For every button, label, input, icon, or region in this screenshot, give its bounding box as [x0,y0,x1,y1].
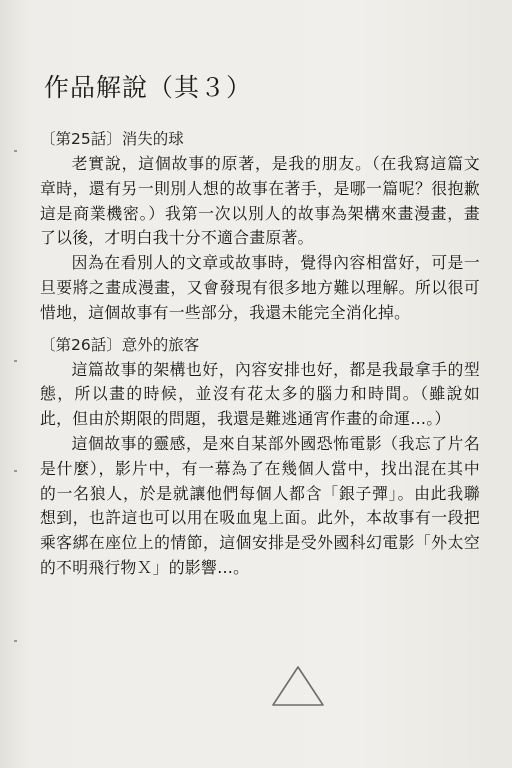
section-episode-25 [40,128,480,326]
page-title: 作品解說（其３） [44,73,253,102]
article-body [40,128,480,581]
paragraph: 這個故事的靈感，是來自某部外國恐怖電影（我忘了片名是什麼），影片中，有一幕為了在幾個人當中，找出混在其中的一名狼人，於是就讓他們每個人都含「銀子彈」。由此我聯想到，也許這也可以用在吸血鬼上面。此外，本故事有一段把乘客綁在座位上的情節，這個安排是受外國科幻電影「外太空的不明飛行物Ｘ」的影響…。 [40,433,480,577]
edge-mark [14,360,17,362]
edge-mark [14,470,17,472]
triangle-end-mark-icon [270,664,326,708]
section-heading: 〔第25話〕消失的球 [40,130,184,148]
paragraph: 老實說，這個故事的原著，是我的朋友。（在我寫這篇文章時，還有另一則別人想的故事在著手，是哪一篇呢？很抱歉這是商業機密。）我第一次以別人的故事為架構來畫漫畫，畫了以後，才明白我十分不適合畫原著。 [40,154,480,248]
section-heading: 〔第26話〕意外的旅客 [40,335,200,354]
section-episode-26 [40,334,480,581]
paragraph: 這篇故事的架構也好，內容安排也好，都是我最拿手的型態，所以畫的時候，並沒有花太多的腦力和時間。（雖說如此，但由於期限的問題，我還是難逃通宵作畫的命運…。） [40,359,480,429]
edge-mark [14,640,17,642]
edge-mark [14,150,17,152]
paragraph: 因為在看別人的文章或故事時，覺得內容相當好，可是一旦要將之畫成漫畫，又會發現有很多地方難以理解。所以很可惜地，這個故事有一些部分，我還未能完全消化掉。 [40,253,480,322]
